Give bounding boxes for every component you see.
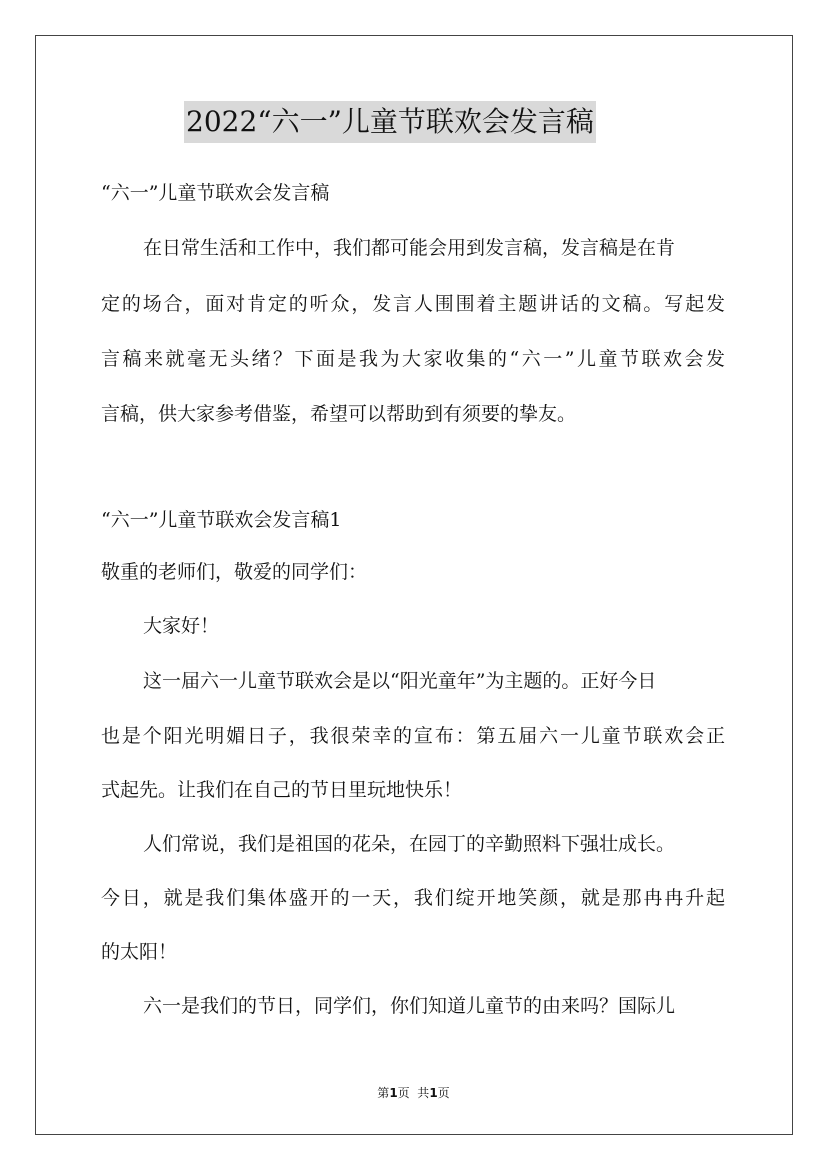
footer-prefix: 第 — [377, 1086, 390, 1100]
body-line: 的太阳！ — [101, 941, 178, 963]
salutation-line: 敬重的老师们，敬爱的同学们： — [101, 561, 368, 583]
body-line: 六一是我们的节日，同学们，你们知道儿童节的由来吗？国际儿 — [143, 995, 676, 1017]
body-line: 言稿来就毫无头绪？下面是我为大家收集的“六一”儿童节联欢会发 — [101, 348, 725, 370]
body-line: 也是个阳光明媚日子，我很荣幸的宣布：第五届六一儿童节联欢会正 — [101, 725, 725, 747]
footer-suffix: 页 — [437, 1086, 450, 1100]
body-line: 式起先。让我们在自己的节日里玩地快乐！ — [101, 779, 463, 801]
body-line: 言稿，供大家参考借鉴，希望可以帮助到有须要的挚友。 — [101, 403, 577, 425]
total-pages-number: 1 — [429, 1086, 438, 1100]
greeting-line: 大家好！ — [143, 615, 220, 637]
body-line: 人们常说，我们是祖国的花朵，在园丁的辛勤照料下强壮成长。 — [143, 833, 676, 855]
page-footer — [0, 1085, 827, 1101]
current-page-number: 1 — [389, 1086, 398, 1100]
body-line: 定的场合，面对肯定的听众，发言人围围着主题讲话的文稿。写起发 — [101, 293, 725, 315]
footer-mid: 页 共 — [397, 1086, 430, 1100]
subtitle-line: “六一”儿童节联欢会发言稿 — [101, 182, 330, 204]
section-heading: “六一”儿童节联欢会发言稿1 — [101, 509, 342, 531]
body-line: 今日，就是我们集体盛开的一天，我们绽开地笑颜，就是那冉冉升起 — [101, 887, 725, 909]
body-line: 这一届六一儿童节联欢会是以“阳光童年”为主题的。正好今日 — [143, 670, 657, 692]
document-title: 2022“六一”儿童节联欢会发言稿 — [184, 101, 596, 143]
body-line: 在日常生活和工作中，我们都可能会用到发言稿，发言稿是在肯 — [143, 237, 676, 259]
